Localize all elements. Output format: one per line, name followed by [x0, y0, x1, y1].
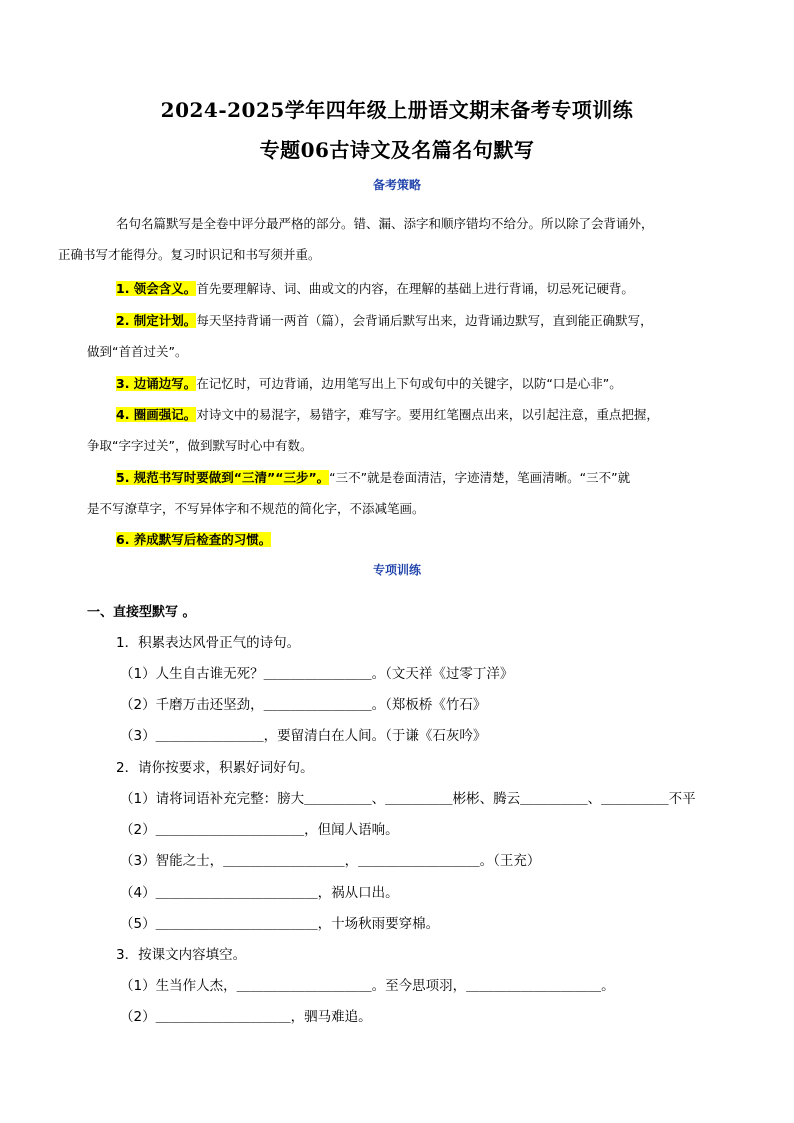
- question-2-title: 2．请你按要求，积累好词好句。: [116, 760, 314, 776]
- point-label: 1. 领会含义。: [116, 281, 197, 296]
- question-1-item-3: （3）＿＿＿＿＿＿＿＿，要留清白在人间。（于谦《石灰吟》: [120, 728, 487, 744]
- strategy-point-2-cont: 做到“首首过关”。: [87, 344, 188, 359]
- document-title: 2024-2025学年四年级上册语文期末备考专项训练: [160, 98, 634, 122]
- point-text: 每天坚持背诵一两首（篇），会背诵后默写出来，边背诵边默写，直到能正确默写，: [196, 313, 653, 328]
- strategy-point-4: [116, 405, 716, 423]
- strategy-point-5-cont: 是不写潦草字，不写异体字和不规范的简化字，不添减笔画。: [87, 501, 425, 516]
- point-text: “三不”就是卷面清洁，字迹清楚，笔画清晰。“三不”就: [329, 470, 631, 485]
- point-text: 对诗文中的易混字，易错字，难写字。要用红笔圈点出来，以引起注意，重点把握，: [196, 407, 659, 422]
- question-1-item-1: （1）人生自古谁无死？＿＿＿＿＿＿＿＿。（文天祥《过零丁洋》: [120, 666, 514, 682]
- question-2-item-1: （1）请将词语补充完整：膀大＿＿＿＿＿、＿＿＿＿＿彬彬、腾云＿＿＿＿＿、＿＿＿＿＿不平: [120, 791, 696, 807]
- question-3-item-2: （2）＿＿＿＿＿＿＿＿＿＿，驷马难追。: [120, 1009, 372, 1025]
- question-3-title: 3．按课文内容填空。: [116, 947, 247, 963]
- document-subtitle: 专题06古诗文及名篇名句默写: [259, 138, 535, 162]
- question-2-item-3: （3）智能之士，＿＿＿＿＿＿＿＿＿，＿＿＿＿＿＿＿＿＿。（王充）: [120, 853, 541, 869]
- point-label: 6. 养成默写后检查的习惯。: [116, 532, 272, 547]
- question-1-item-2: （2）千磨万击还坚劲，＿＿＿＿＿＿＿＿。（郑板桥《竹石》: [120, 697, 487, 713]
- point-label: 4. 圈画强记。: [116, 407, 197, 422]
- strategy-point-1: [116, 279, 716, 297]
- point-text: 首先要理解诗、词、曲或文的内容，在理解的基础上进行背诵，切忌死记硬背。: [196, 281, 634, 296]
- training-heading: 专项训练: [372, 563, 421, 577]
- point-label: 2. 制定计划。: [116, 313, 197, 328]
- question-3-item-1: （1）生当作人杰，＿＿＿＿＿＿＿＿＿＿。至今思项羽，＿＿＿＿＿＿＿＿＿＿。: [120, 978, 615, 994]
- strategy-point-3: [116, 374, 716, 392]
- strategy-point-6: [116, 530, 716, 548]
- strategy-heading: 备考策略: [372, 178, 421, 192]
- intro-line-1: 名句名篇默写是全卷中评分最严格的部分。错、漏、添字和顺序错均不给分。所以除了会背诵外，: [116, 216, 654, 231]
- point-text: 在记忆时，可边背诵，边用笔写出上下句或句中的关键字，以防“口是心非”。: [196, 376, 622, 391]
- strategy-point-2: [116, 311, 716, 329]
- strategy-intro: [58, 208, 717, 270]
- point-label: 5. 规范书写时要做到“三清”“三步”。: [116, 470, 330, 485]
- question-1-title: 1．积累表达风骨正气的诗句。: [116, 635, 301, 651]
- part-title: 一、直接型默写 。: [87, 605, 196, 620]
- strategy-point-5: [116, 468, 716, 486]
- question-2-item-4: （4）＿＿＿＿＿＿＿＿＿＿＿＿，祸从口出。: [120, 885, 399, 901]
- point-label: 3. 边诵边写。: [116, 376, 197, 391]
- question-2-item-5: （5）＿＿＿＿＿＿＿＿＿＿＿＿，十场秋雨要穿棉。: [120, 916, 440, 932]
- strategy-point-4-cont: 争取“字字过关”，做到默写时心中有数。: [87, 438, 313, 453]
- intro-line-2: 正确书写才能得分。复习时识记和书写须并重。: [58, 247, 321, 262]
- question-2-item-2: （2）＿＿＿＿＿＿＿＿＿＿＿，但闻人语响。: [120, 822, 399, 838]
